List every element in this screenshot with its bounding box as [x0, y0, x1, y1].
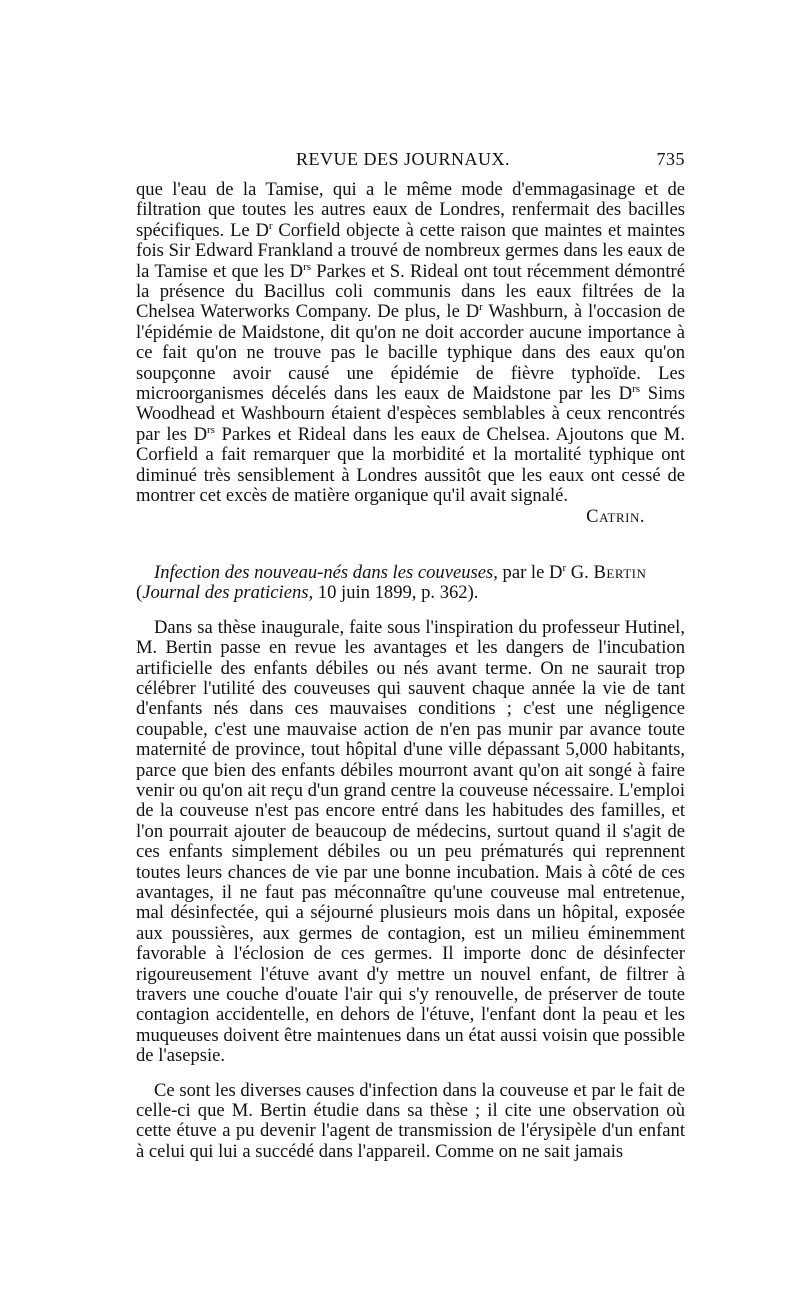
author-initial: G. [566, 561, 594, 583]
paragraph-text: que l'eau de la Tamise, qui a le même mode d'emmagasinage et de filtration que toutes les autres eaux de Londres, renfermait des bacilles spécifiques. Le D [136, 179, 685, 241]
article-title: Infection des nouveau-nés dans les couveuses, [154, 561, 498, 583]
paragraph-spacer [136, 1067, 685, 1081]
article-byline: par le D [497, 561, 563, 583]
paragraph-text: Sims Woodhead et Washbourn étaient d'espèces semblables à ceux rencontrés par les D [136, 383, 685, 445]
author-name: Bertin [593, 561, 647, 583]
citation-details: 10 juin 1899, p. 362). [313, 582, 479, 604]
running-title: REVUE DES JOURNAUX. [296, 149, 511, 169]
section-spacer [136, 527, 685, 563]
journal-name: Journal des praticiens, [142, 582, 314, 604]
superscript: r [562, 561, 567, 574]
paragraph-text: Corfield objecte à cette raison que maintes et maintes fois Sir Edward Frankland a trouvé de nombreux germes dans les eaux de la Tamise et que les D [136, 219, 685, 282]
page-number: 735 [656, 149, 685, 169]
paragraph-text: Washburn, à l'occasion de l'épidémie de Maidstone, dit qu'on ne doit accorder aucune importance à ce fait qu'on ne trouve pas le bacille typhique dans des eaux qu'on soupçonne avoir causé une épidémie de fièvre typhoïde. Les microorganismes décelés dans les eaux de Maidstone par les D [136, 301, 685, 405]
running-head [136, 149, 685, 177]
paragraph-spacer [136, 604, 685, 618]
citation-paren: ( [136, 582, 143, 604]
article-paragraph-1: Dans sa thèse inaugurale, faite sous l'inspiration du professeur Hutinel, M. Bertin passe en revue les avantages et les dangers de l'incubation artificielle des enfants débiles ou nés avant terme. On ne saurait trop célébrer l'utilité des couveuses qui sauvent chaque année la vie de tant d'enfants nés dans ces mauvaises conditions ; c'est une négligence coupable, c'est une mauvaise action de n'en pas munir par avance toute maternité de province, tout hôpital d'une ville dépassant 5,000 habitants, parce que bien des enfants débiles mourront avant qu'on ait songé à faire venir ou qu'on ait reçu d'un grand centre la couveuse nécessaire. L'emploi de la couveuse n'est pas encore entré dans les habitudes des familles, et l'on pourrait ajouter de beaucoup de médecins, surtout quand il s'agit de ces enfants simplement débiles ou un peu prématurés qui reprennent toutes leurs chances de vie par une bonne incubation. Mais à côté de ces avantages, il ne faut pas méconnaître qu'une couveuse mal entretenue, mal désinfectée, qui a séjourné plusieurs mois dans un hôpital, exposée aux poussières, aux germes de contagion, est un milieu éminemment favorable à l'éclosion de ces germes. Il importe donc de désinfecter rigoureusement l'étuve avant d'y mettre un nouvel enfant, de filtrer à travers une couche d'ouate l'air qui s'y renouvelle, de préserver de toute contagion accidentelle, en dehors de l'étuve, l'enfant dont la peau et les muqueuses doivent être maintenues dans un état aussi voisin que possible de l'asepsie. [136, 616, 685, 1067]
article-citation [136, 563, 685, 604]
continued-paragraph [136, 180, 685, 507]
paragraph-text: Parkes et Rideal dans les eaux de Chelsea. Ajoutons que M. Corfield a fait remarquer que la morbidité et la mortalité typhique ont diminué très sensiblement à Londres aussitôt que les eaux ont cessé de montrer cet excès de matière organique qu'il avait signalé. [136, 423, 685, 507]
article-paragraph-2: Ce sont les diverses causes d'infection dans la couveuse et par le fait de celle-ci que M. Bertin étudie dans sa thèse ; il cite une observation où cette étuve a pu devenir l'agent de transmission de l'érysipèle d'un enfant à celui qui lui a succédé dans l'appareil. Comme on ne sait jamais [136, 1079, 685, 1162]
superscript: r [479, 301, 483, 314]
superscript: rs [207, 423, 215, 436]
signature [136, 507, 685, 527]
signature-name: Catrin. [586, 505, 645, 527]
superscript: rs [632, 383, 641, 396]
superscript: rs [303, 260, 312, 273]
paragraph-text: Parkes et S. Rideal ont tout récemment démontré la présence du Bacillus coli communis dans les eaux filtrées de la Chelsea Waterworks Company. De plus, le D [136, 260, 685, 323]
text-block [136, 180, 685, 1162]
superscript: r [268, 219, 273, 232]
